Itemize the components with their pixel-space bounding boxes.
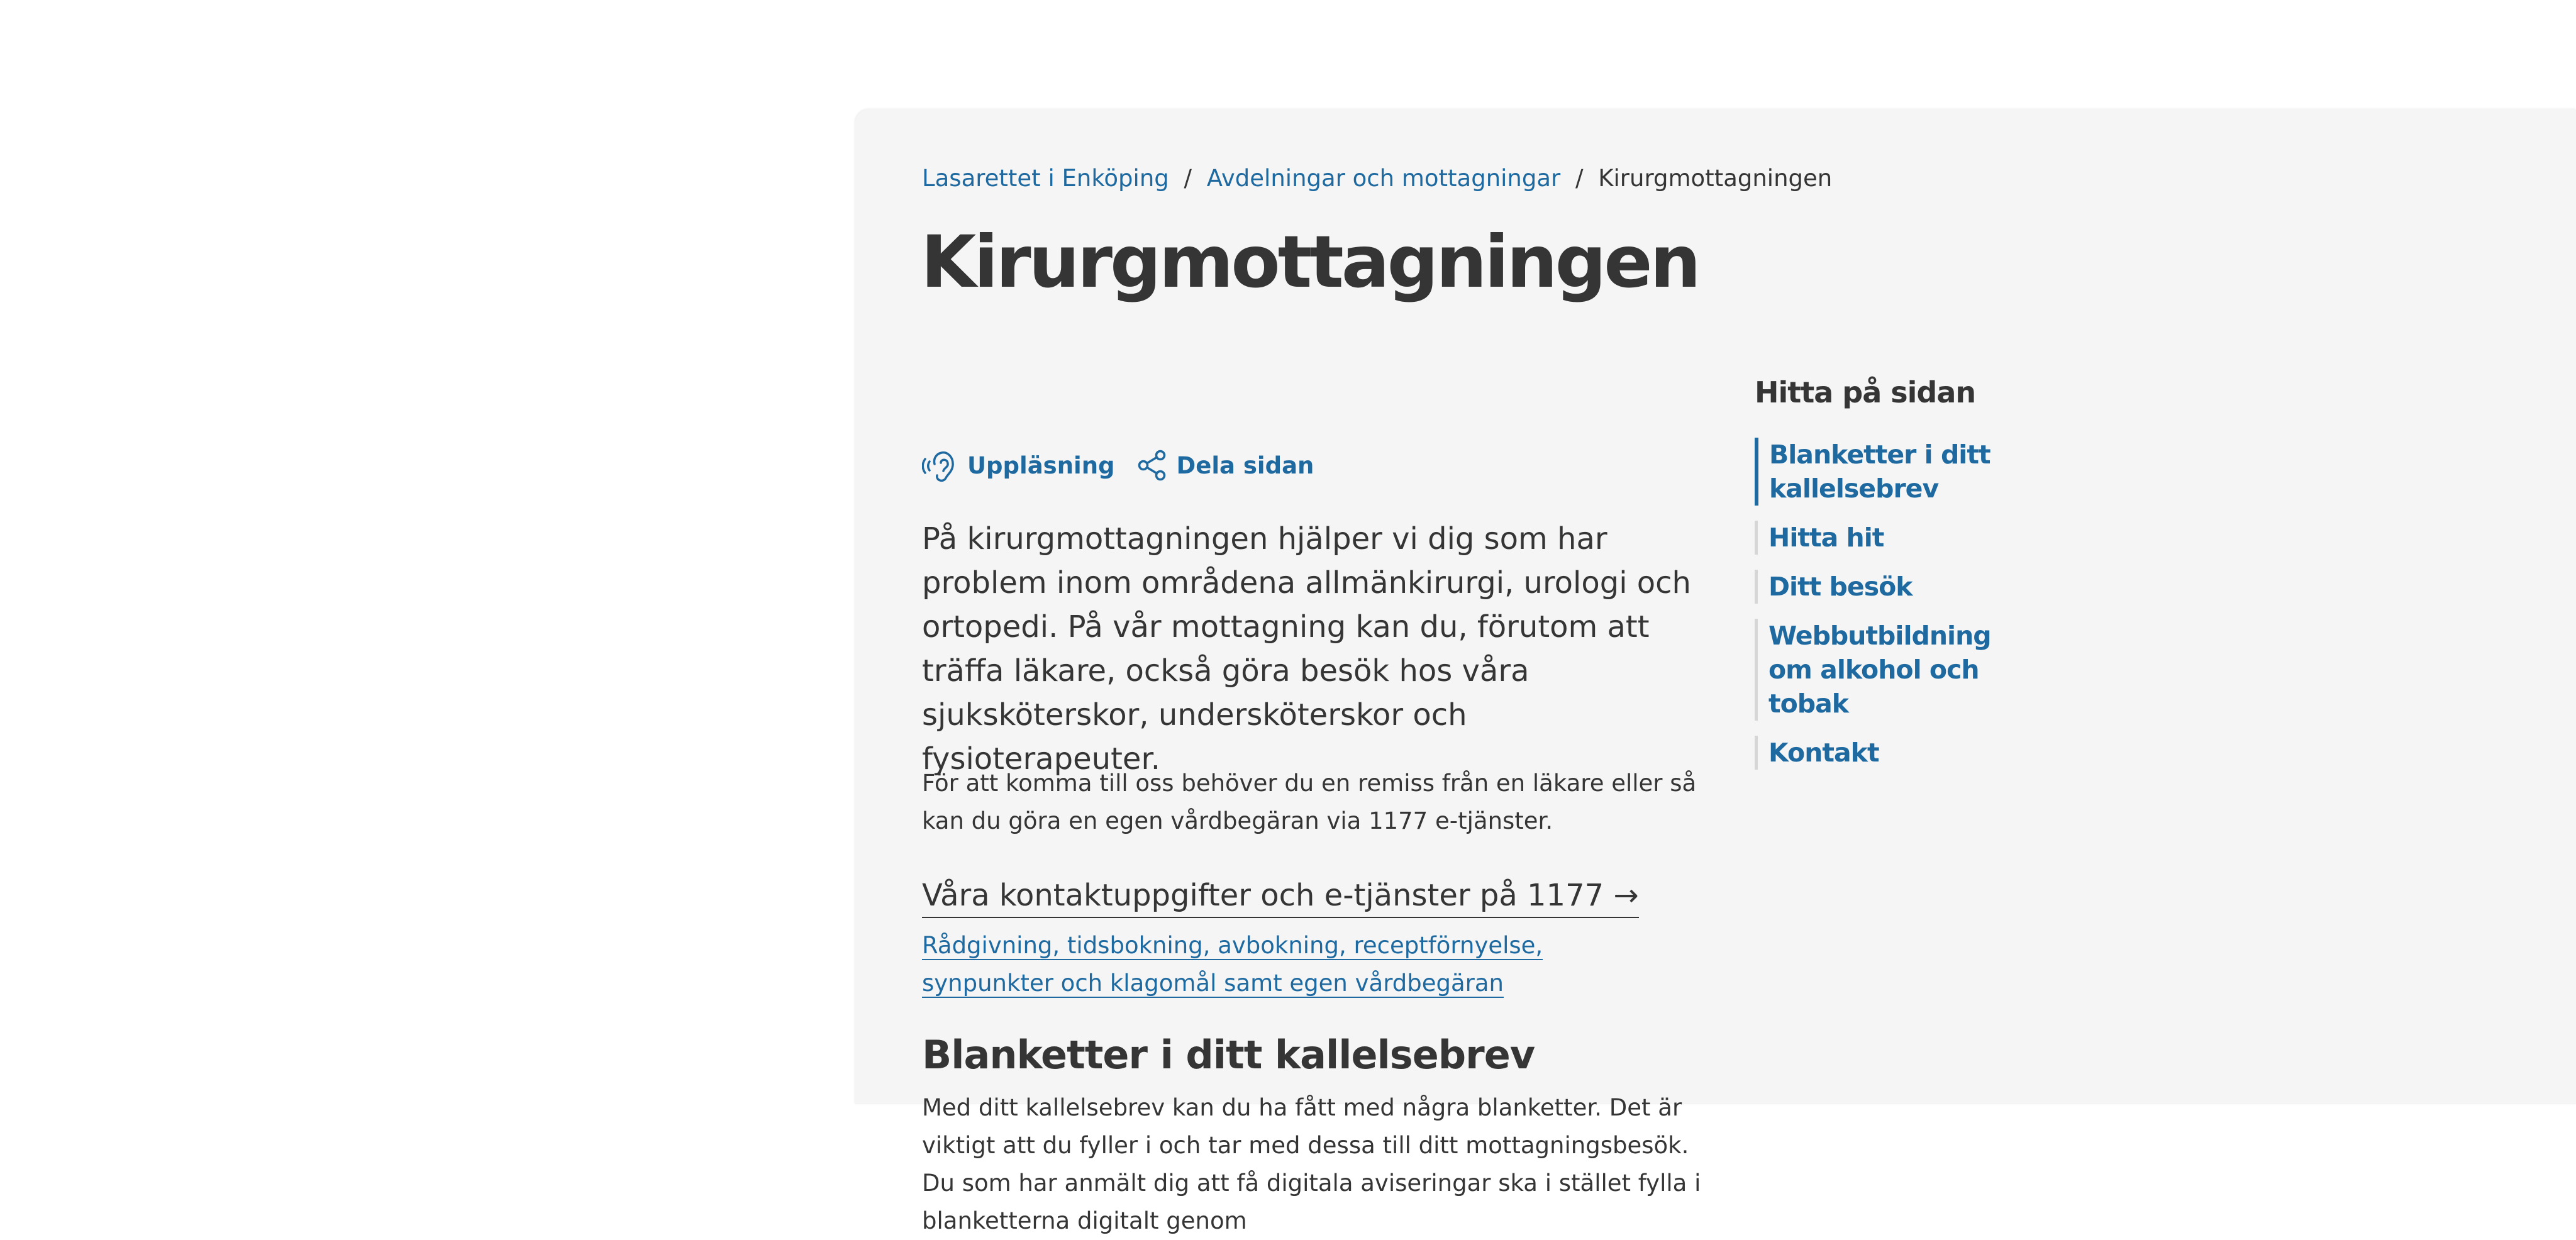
- toc-heading: Hitta på sidan: [1755, 375, 1976, 409]
- breadcrumb-current: Kirurgmottagningen: [1598, 165, 1833, 192]
- toc-item-webbutbildning[interactable]: Webbutbildning om alkohol och tobak: [1755, 619, 2019, 721]
- ear-sound-icon: [922, 446, 960, 484]
- contact-link[interactable]: [922, 874, 1639, 918]
- page-actions: [922, 446, 1314, 484]
- section-paragraph: Med ditt kallelsebrev kan du ha fått med några blanketter. Det är viktigt att du fyller i och tar med dessa till ditt mottagningsbesök. Du som har anmält dig att få digitala aviseringar ska i stället fylla i blanketterna digitalt genom: [922, 1094, 1701, 1234]
- page-title: Kirurgmottagningen: [921, 220, 1699, 304]
- share-icon: [1136, 449, 1169, 482]
- contact-link-label: Våra kontaktuppgifter och e-tjänster på 1177: [922, 878, 1604, 913]
- toc-item-kontakt[interactable]: Kontakt: [1755, 736, 2019, 770]
- section-heading-blanketter: Blanketter i ditt kallelsebrev: [922, 1032, 1535, 1078]
- arrow-right-icon: →: [1613, 878, 1639, 913]
- toc-item-hitta-hit[interactable]: Hitta hit: [1755, 521, 2019, 555]
- toc-item-blanketter[interactable]: Blanketter i ditt kallelsebrev: [1755, 438, 2019, 506]
- listen-button[interactable]: [922, 446, 1115, 484]
- contact-sub-label: Rådgivning, tidsbokning, avbokning, receptförnyelse, synpunkter och klagomål samt egen vårdbegäran: [922, 932, 1543, 997]
- listen-label: Uppläsning: [967, 451, 1115, 479]
- intro-paragraph: För att komma till oss behöver du en remiss från en läkare eller så kan du göra en egen vårdbegäran via 1177 e-tjänster.: [922, 770, 1697, 834]
- breadcrumb-separator: /: [1184, 165, 1192, 192]
- share-button[interactable]: [1136, 449, 1314, 482]
- share-label: Dela sidan: [1176, 451, 1314, 479]
- breadcrumb-link-avdelningar[interactable]: Avdelningar och mottagningar: [1206, 165, 1561, 192]
- breadcrumb-separator: /: [1575, 165, 1584, 192]
- toc-list: [1755, 438, 2019, 785]
- main-content-card: [855, 109, 2576, 1234]
- breadcrumb: [922, 165, 1832, 192]
- contact-sub-link[interactable]: [922, 927, 1677, 1002]
- breadcrumb-link-lasarettet[interactable]: Lasarettet i Enköping: [922, 165, 1169, 192]
- toc-item-ditt-besok[interactable]: Ditt besök: [1755, 570, 2019, 604]
- lead-paragraph: På kirurgmottagningen hjälper vi dig som har problem inom områdena allmänkirurgi, urologi och ortopedi. På vår mottagning kan du, förutom att träffa läkare, också göra besök hos våra sjuksköterskor, undersköterskor och fysioterapeuter.: [922, 521, 1691, 777]
